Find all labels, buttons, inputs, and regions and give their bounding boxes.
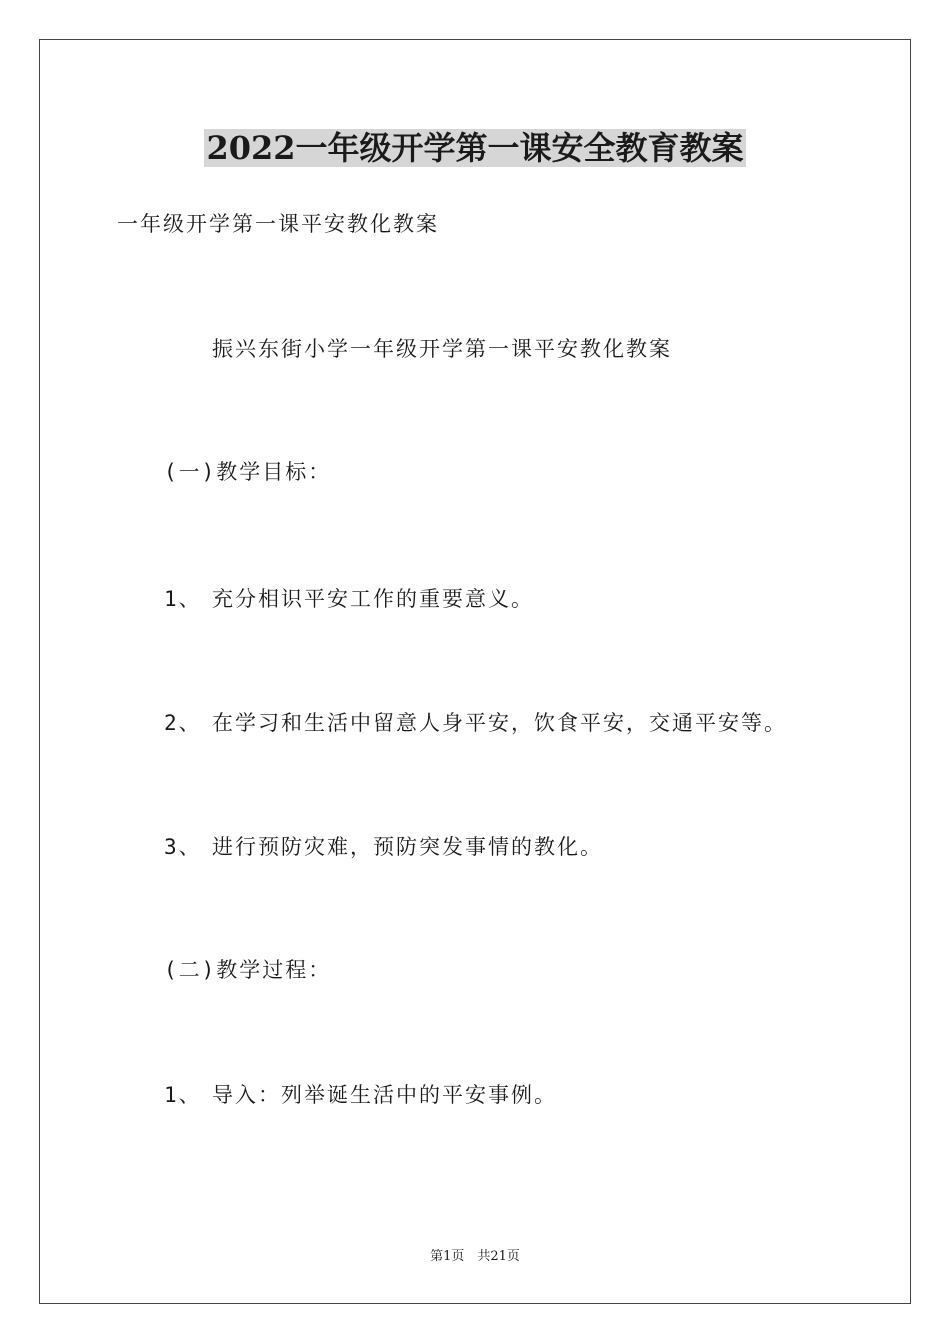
subtitle: 一年级开学第一课平安教化教案	[117, 212, 439, 236]
goal-item-number: 3、	[164, 835, 202, 859]
school-heading: 振兴东街小学一年级开学第一课平安教化教案	[212, 337, 672, 361]
goal-item-text: 进行预防灾难，预防突发事情的教化。	[212, 835, 603, 859]
goal-item-text: 在学习和生活中留意人身平安，饮食平安，交通平安等。	[212, 711, 787, 735]
process-item-1	[164, 1081, 557, 1109]
section-heading-process: (二)教学过程：	[164, 958, 332, 982]
goal-item-number: 1、	[164, 587, 202, 611]
goal-item-number: 2、	[164, 711, 202, 735]
goal-item-3	[164, 833, 603, 861]
section-heading-goals: (一)教学目标：	[164, 460, 332, 484]
page-footer: 第1页 共21页	[430, 1249, 520, 1264]
process-item-number: 1、	[164, 1083, 202, 1107]
goal-item-2	[164, 709, 787, 737]
goal-item-1	[164, 585, 534, 613]
process-item-text: 导入：列举诞生活中的平安事例。	[212, 1083, 557, 1107]
document-title	[0, 128, 950, 168]
document-title-text: 2022一年级开学第一课安全教育教案	[206, 129, 744, 167]
goal-item-text: 充分相识平安工作的重要意义。	[212, 587, 534, 611]
